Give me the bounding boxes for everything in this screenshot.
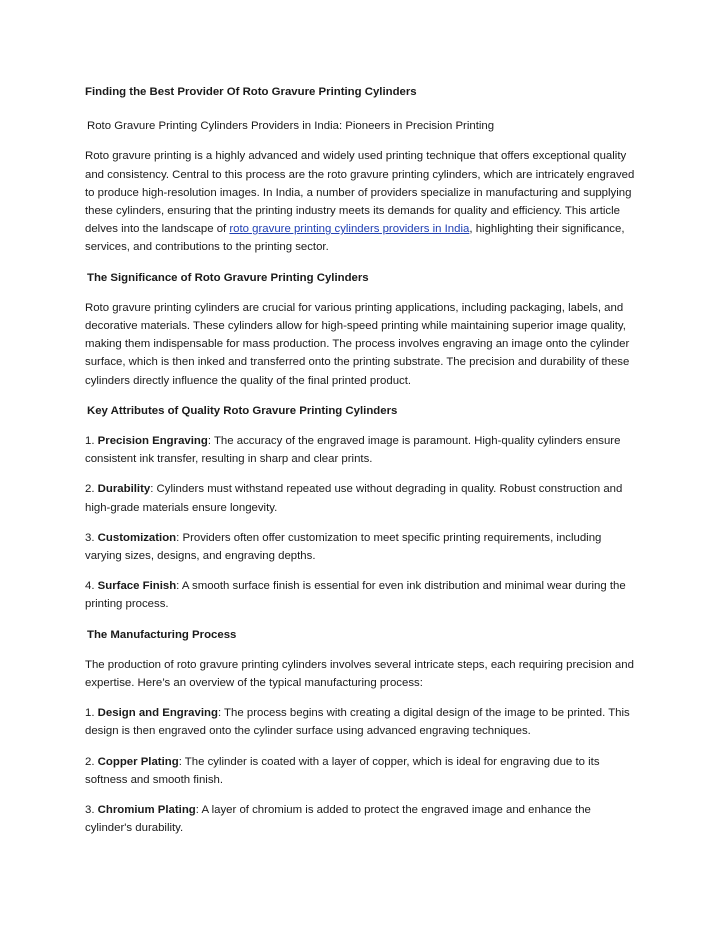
process-item [85, 801, 641, 837]
process-item [85, 704, 641, 740]
document-subtitle: Roto Gravure Printing Cylinders Providers in India: Pioneers in Precision Printing [87, 120, 495, 133]
attribute-item [85, 480, 641, 516]
item-number: 2. [85, 483, 98, 496]
item-number: 4. [85, 580, 98, 593]
item-number: 3. [85, 804, 98, 817]
item-term: Copper Plating [97, 755, 179, 768]
item-term: Customization [97, 531, 177, 544]
item-text: : The cylinder is coated with a layer of copper, which is ideal for engraving due to its softness and smooth finish. [85, 755, 600, 786]
section-heading-manufacturing: The Manufacturing Process [87, 628, 237, 641]
attribute-item [85, 432, 641, 468]
item-text: : The accuracy of the engraved image is paramount. High-quality cylinders ensure consistent ink transfer, resulting in sharp and clear prints. [85, 435, 621, 466]
item-term: Surface Finish [97, 580, 177, 593]
item-number: 2. [85, 755, 98, 768]
manufacturing-paragraph: The production of roto gravure printing cylinders involves several intricate steps, each requiring precision and expertise. Here’s an overview of the typical manufacturing process: [85, 658, 634, 690]
item-text: : Providers often offer customization to meet specific printing requirements, including varying sizes, designs, and engraving depths. [85, 531, 602, 563]
document-page [85, 83, 641, 850]
item-number: 3. [85, 531, 98, 544]
intro-paragraph [85, 147, 641, 256]
section-heading-attributes: Key Attributes of Quality Roto Gravure Printing Cylinders [87, 404, 398, 417]
item-term: Precision Engraving [97, 435, 208, 448]
item-text: : A layer of chromium is added to protect the engraved image and enhance the cylinder's durability. [85, 804, 591, 835]
intro-text-before-link: Roto gravure printing is a highly advanced and widely used printing technique that offers exceptional quality and consistency. Central to this process are the roto gravure printing cylinders, which are intricately engraved to produce high-resolution images. In India, a number of providers specialize in manufacturing and supplying these cylinders, ensuring that the printing industry meets its demands for quality and efficiency. This article delves into the landscape of [85, 150, 635, 236]
item-term: Chromium Plating [97, 804, 196, 817]
providers-link[interactable]: roto gravure printing cylinders providers in India [229, 223, 470, 236]
item-number: 1. [85, 435, 98, 448]
item-number: 1. [85, 707, 98, 720]
section-heading-significance: The Significance of Roto Gravure Printing Cylinders [87, 271, 369, 284]
item-term: Design and Engraving [97, 707, 218, 720]
attribute-item [85, 529, 641, 565]
intro-text-after-link: , highlighting their significance, services, and contributions to the printing sector. [85, 223, 625, 254]
attribute-item [85, 577, 641, 613]
significance-paragraph: Roto gravure printing cylinders are crucial for various printing applications, including packaging, labels, and decorative materials. These cylinders allow for high-speed printing while maintaining superior image quality, making them indispensable for mass production. The process involves engraving an image onto the cylinder surface, which is then inked and transferred onto the printing substrate. The precision and durability of these cylinders directly influence the quality of the final printed product. [85, 301, 630, 387]
item-term: Durability [97, 483, 151, 496]
item-text: : A smooth surface finish is essential for even ink distribution and minimal wear during the printing process. [85, 580, 626, 611]
process-item [85, 753, 641, 789]
item-text: : The process begins with creating a digital design of the image to be printed. This design is then engraved onto the cylinder surface using advanced engraving techniques. [85, 707, 630, 738]
document-title: Finding the Best Provider Of Roto Gravure Printing Cylinders [85, 86, 417, 98]
item-text: : Cylinders must withstand repeated use without degrading in quality. Robust construction and high-grade materials ensure longevity. [85, 483, 623, 514]
